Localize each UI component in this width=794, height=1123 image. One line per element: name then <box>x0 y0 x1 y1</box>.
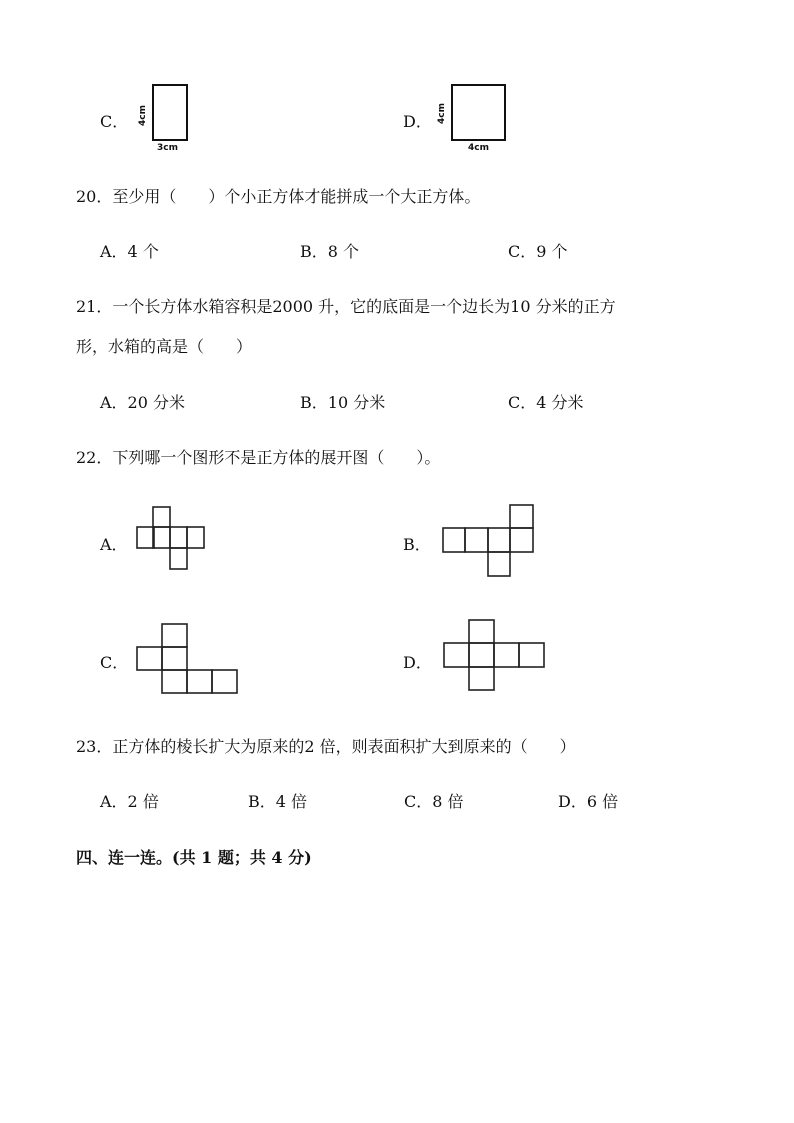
q20-option-b: B．8 个 <box>300 242 360 261</box>
q23-option-b: B．4 倍 <box>248 792 308 811</box>
q21-option-a: A．20 分米 <box>100 393 186 412</box>
q19-option-d-width-label: 4cm <box>468 143 489 153</box>
q19-option-d-square <box>451 84 506 141</box>
q19-option-c-rectangle <box>152 84 188 141</box>
q21-text-line1: 21．一个长方体水箱容积是2000 升，它的底面是一个边长为10 分米的正方 <box>76 297 616 316</box>
q21-text-line2: 形，水箱的高是（ ） <box>76 337 253 356</box>
q23-text: 23．正方体的棱长扩大为原来的2 倍，则表面积扩大到原来的（ ） <box>76 737 576 756</box>
q21-option-c: C．4 分米 <box>508 393 584 412</box>
q22-option-b-label: B． <box>403 535 431 554</box>
q22-option-a-net <box>136 506 208 572</box>
section-4-title: 四、连一连。(共 1 题；共 4 分) <box>76 848 312 867</box>
q23-option-c: C．8 倍 <box>404 792 464 811</box>
q19-option-c-label: C． <box>100 112 129 131</box>
q22-option-d-label: D． <box>403 653 432 672</box>
q19-option-c-height-label: 4cm <box>138 105 148 126</box>
q22-option-a-label: A． <box>100 535 128 554</box>
q22-option-d-net <box>443 619 548 693</box>
q19-option-d-height-label: 4cm <box>437 103 447 124</box>
q23-option-d: D．6 倍 <box>558 792 619 811</box>
q22-option-c-label: C． <box>100 653 129 672</box>
q21-option-b: B．10 分米 <box>300 393 386 412</box>
q22-option-c-net <box>136 623 242 695</box>
q19-option-d-label: D． <box>403 112 432 131</box>
q22-option-b-net <box>442 504 537 579</box>
q19-option-c-width-label: 3cm <box>157 143 178 153</box>
q20-option-c: C．9 个 <box>508 242 568 261</box>
q22-text: 22．下列哪一个图形不是正方体的展开图（ ）。 <box>76 448 441 467</box>
q20-option-a: A．4 个 <box>100 242 159 261</box>
q23-option-a: A．2 倍 <box>100 792 159 811</box>
q20-text: 20．至少用（ ）个小正方体才能拼成一个大正方体。 <box>76 187 481 206</box>
